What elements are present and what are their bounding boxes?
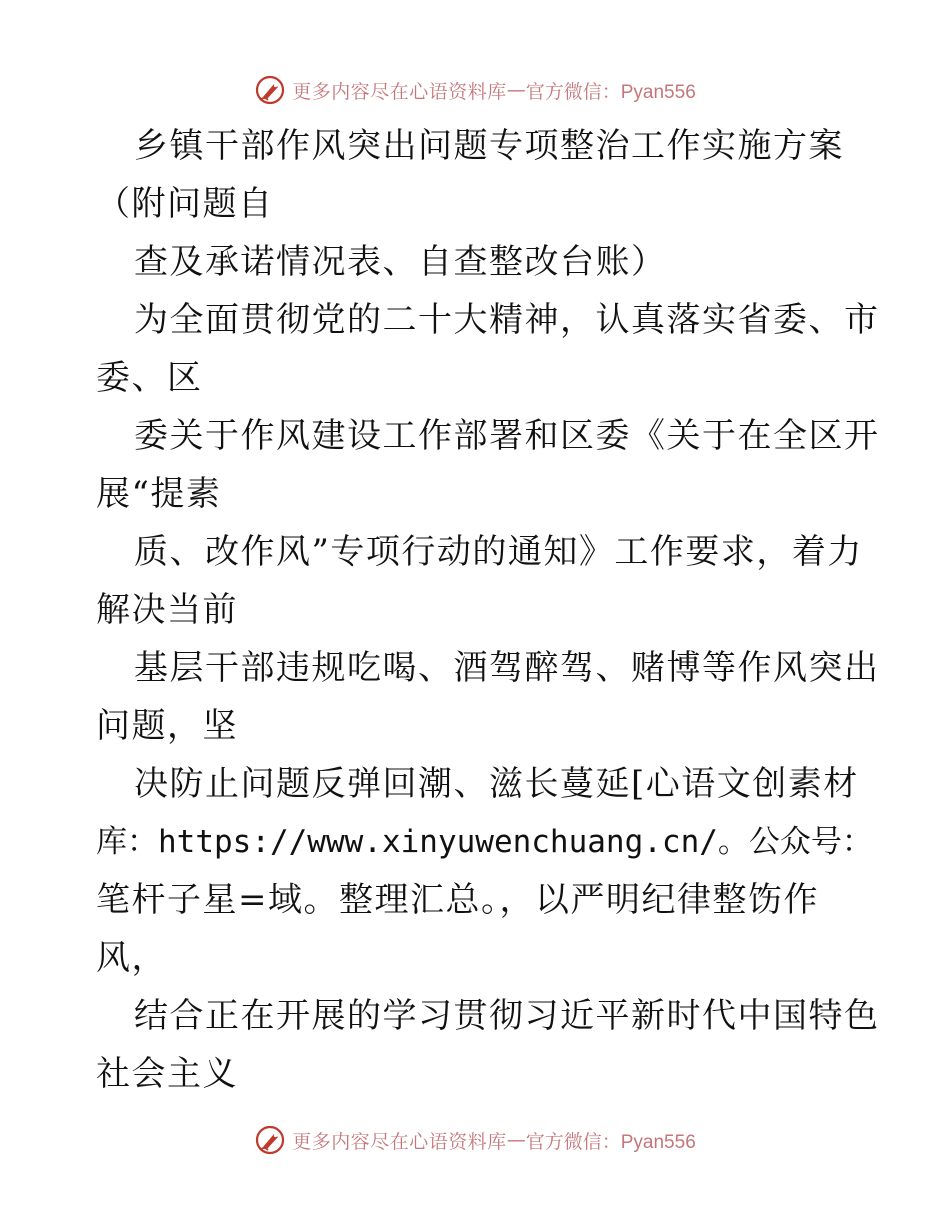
doc-line: 委关于作风建设工作部署和区委《关于在全区开: [134, 416, 880, 456]
footer-watermark: [0, 1122, 950, 1158]
doc-line: 决防止问题反弹回潮、滋长蔓延[心语文创素材: [134, 764, 859, 804]
doc-line: 风，: [96, 938, 167, 978]
document-body: [96, 117, 880, 1103]
doc-title-line-2: （附问题自: [96, 184, 274, 224]
doc-line: 笔杆子星=域。整理汇总。，以严明纪律整饬作: [96, 880, 819, 920]
doc-line-url: 库：https://www.xinyuwenchuang.cn/。公众号：: [96, 824, 873, 860]
watermark-separator: —: [506, 1129, 526, 1151]
doc-line: 质、改作风”专项行动的通知》工作要求，着力: [134, 532, 863, 572]
pen-nib-logo-icon: [254, 1124, 286, 1156]
watermark-separator: —: [506, 79, 526, 101]
doc-line: 解决当前: [96, 590, 238, 630]
watermark-contact: 官方微信：Pyan556: [525, 1131, 696, 1153]
watermark-text: 更多内容尽在心语资料库: [292, 1130, 507, 1153]
header-watermark: [0, 72, 950, 108]
doc-line: 为全面贯彻党的二十大精神，认真落实省委、市: [134, 300, 880, 340]
pen-nib-logo-icon: [254, 74, 286, 106]
doc-title-line-3: 查及承诺情况表、自查整改台账）: [134, 242, 667, 282]
watermark-text: 更多内容尽在心语资料库: [292, 80, 507, 103]
doc-line: 问题，坚: [96, 706, 238, 746]
watermark-contact: 官方微信：Pyan556: [525, 81, 696, 103]
doc-line: 委、区: [96, 358, 203, 398]
doc-line: 社会主义: [96, 1054, 238, 1094]
doc-line: 展“提素: [96, 474, 222, 514]
doc-line: 结合正在开展的学习贯彻习近平新时代中国特色: [134, 996, 880, 1036]
doc-title-line-1: 乡镇干部作风突出问题专项整治工作实施方案: [134, 126, 844, 166]
doc-line: 基层干部违规吃喝、酒驾醉驾、赌博等作风突出: [134, 648, 880, 688]
